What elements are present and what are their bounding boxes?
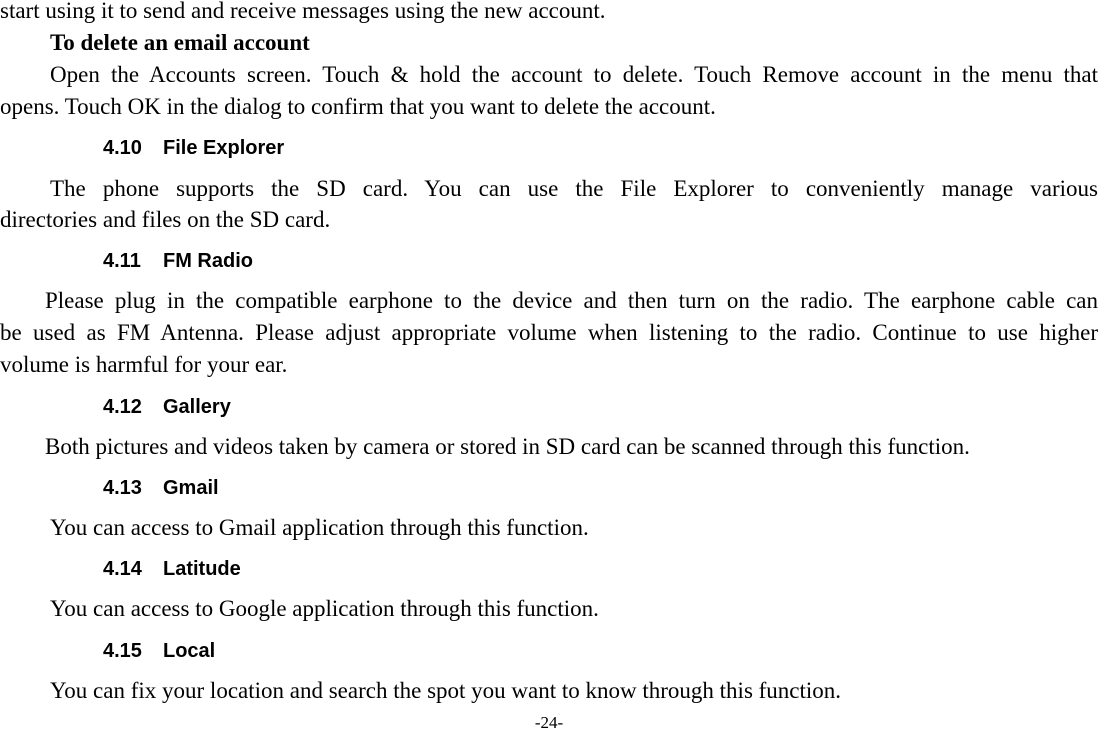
section-text-line: Please plug in the compatible earphone to the device and then turn on the radio. The earphone cable can <box>45 288 1098 313</box>
page-number: -24- <box>534 713 564 732</box>
section-text-line: You can access to Gmail application through this function. <box>50 515 589 540</box>
delete-email-heading: To delete an email account <box>50 30 310 55</box>
section-title: File Explorer <box>163 137 285 159</box>
section-number: 4.14 <box>103 558 142 580</box>
section-heading-local <box>103 638 215 664</box>
section-text-line: You can access to Google application through this function. <box>50 596 599 621</box>
section-number: 4.11 <box>103 250 141 272</box>
section-text-line: The phone supports the SD card. You can use the File Explorer to conveniently manage various <box>50 176 1098 201</box>
delete-email-text-line: Open the Accounts screen. Touch & hold the account to delete. Touch Remove account in the menu that <box>50 62 1098 87</box>
section-number: 4.15 <box>103 640 142 662</box>
section-text-line: be used as FM Antenna. Please adjust appropriate volume when listening to the radio. Continue to use higher <box>0 320 1098 345</box>
delete-email-text-line: opens. Touch OK in the dialog to confirm that you want to delete the account. <box>0 94 716 119</box>
section-text-line: volume is harmful for your ear. <box>0 352 288 377</box>
section-title: Gmail <box>163 477 219 499</box>
section-heading-fm-radio <box>103 248 253 274</box>
section-heading-gallery <box>103 394 231 420</box>
section-number: 4.12 <box>103 396 142 418</box>
section-title: Local <box>163 640 216 662</box>
section-text-line: Both pictures and videos taken by camera or stored in SD card can be scanned through this function. <box>45 434 970 459</box>
section-title: Gallery <box>163 396 231 418</box>
section-text-line: directories and files on the SD card. <box>0 207 331 232</box>
section-heading-gmail <box>103 475 219 501</box>
section-text-line: You can fix your location and search the spot you want to know through this function. <box>50 678 842 703</box>
intro-tail-line: start using it to send and receive messages using the new account. <box>0 0 606 23</box>
section-number: 4.13 <box>103 477 142 499</box>
section-heading-file-explorer <box>103 135 284 161</box>
section-number: 4.10 <box>103 137 142 159</box>
section-heading-latitude <box>103 556 241 582</box>
section-title: Latitude <box>163 558 241 580</box>
section-title: FM Radio <box>163 250 253 272</box>
